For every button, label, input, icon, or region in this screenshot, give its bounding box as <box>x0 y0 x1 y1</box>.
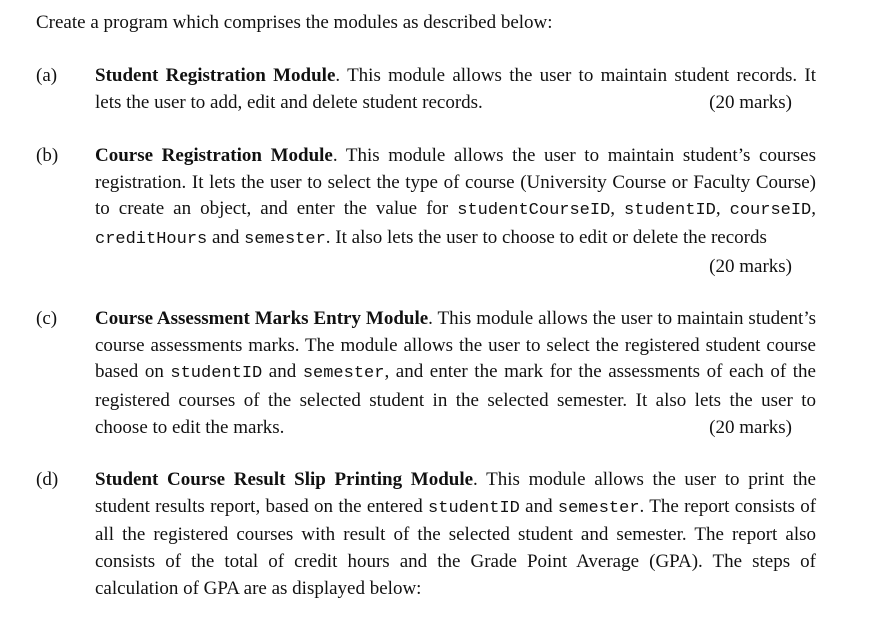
module-description: . This module allows the user to maintain student’s courses registration. It lets the user to select the type of course (University Course or Faculty Course) to create an object, and enter the value for <box>95 145 816 220</box>
code-term: studentID <box>624 201 716 221</box>
separator: and <box>207 227 245 249</box>
item-label: (c) <box>36 308 58 329</box>
code-term: semester <box>302 364 385 384</box>
marks-label: (20 marks) <box>709 91 792 113</box>
module-title: Course Registration Module <box>95 145 333 166</box>
code-term: semester <box>557 498 640 518</box>
item-label: (d) <box>36 469 59 490</box>
module-title: Student Course Result Slip Printing Module <box>95 469 474 490</box>
module-title: Student Registration Module <box>95 65 336 86</box>
code-term: courseID <box>729 201 812 221</box>
module-title: Course Assessment Marks Entry Module <box>95 308 429 329</box>
separator: and <box>262 361 303 383</box>
module-description-cont: , and enter the mark for the assessments of each of the registered courses of the selected student in the selected semester. It also lets the user to choose to edit the marks. <box>95 361 816 438</box>
module-description: . This module allows the user to maintain student’s course assessments marks. The module allows the user to select the registered student course based on <box>95 308 816 383</box>
separator: , <box>811 198 817 220</box>
item-label: (a) <box>36 65 58 86</box>
separator: , <box>610 198 625 220</box>
code-term: studentID <box>170 364 263 384</box>
intro-text: Create a program which comprises the modules as described below: <box>36 12 553 33</box>
code-term: studentCourseID <box>457 201 611 221</box>
module-description: . This module allows the user to maintain student records. It lets the user to add, edit and delete student records. <box>95 65 816 113</box>
separator: and <box>519 495 558 517</box>
item-body <box>95 306 816 442</box>
code-term: studentID <box>428 498 520 518</box>
item-body <box>95 63 816 116</box>
module-description-cont: . It also lets the user to choose to edit or delete the records <box>325 227 767 249</box>
marks-label: (20 marks) <box>709 416 792 438</box>
code-term: creditHours <box>95 230 208 250</box>
item-body <box>95 467 816 603</box>
marks-label: (20 marks) <box>709 255 792 277</box>
code-term: semester <box>244 230 326 250</box>
separator: , <box>715 198 730 220</box>
item-label: (b) <box>36 145 59 166</box>
module-description-cont: . The report consists of all the registered courses with result of the selected student and semester. The report also consists of the total of credit hours and the Grade Point Average (GPA). The steps of calculation of GPA are as displayed below: <box>95 495 817 599</box>
item-body <box>95 143 816 281</box>
module-description: . This module allows the user to print the student results report, based on the entered <box>95 469 816 517</box>
